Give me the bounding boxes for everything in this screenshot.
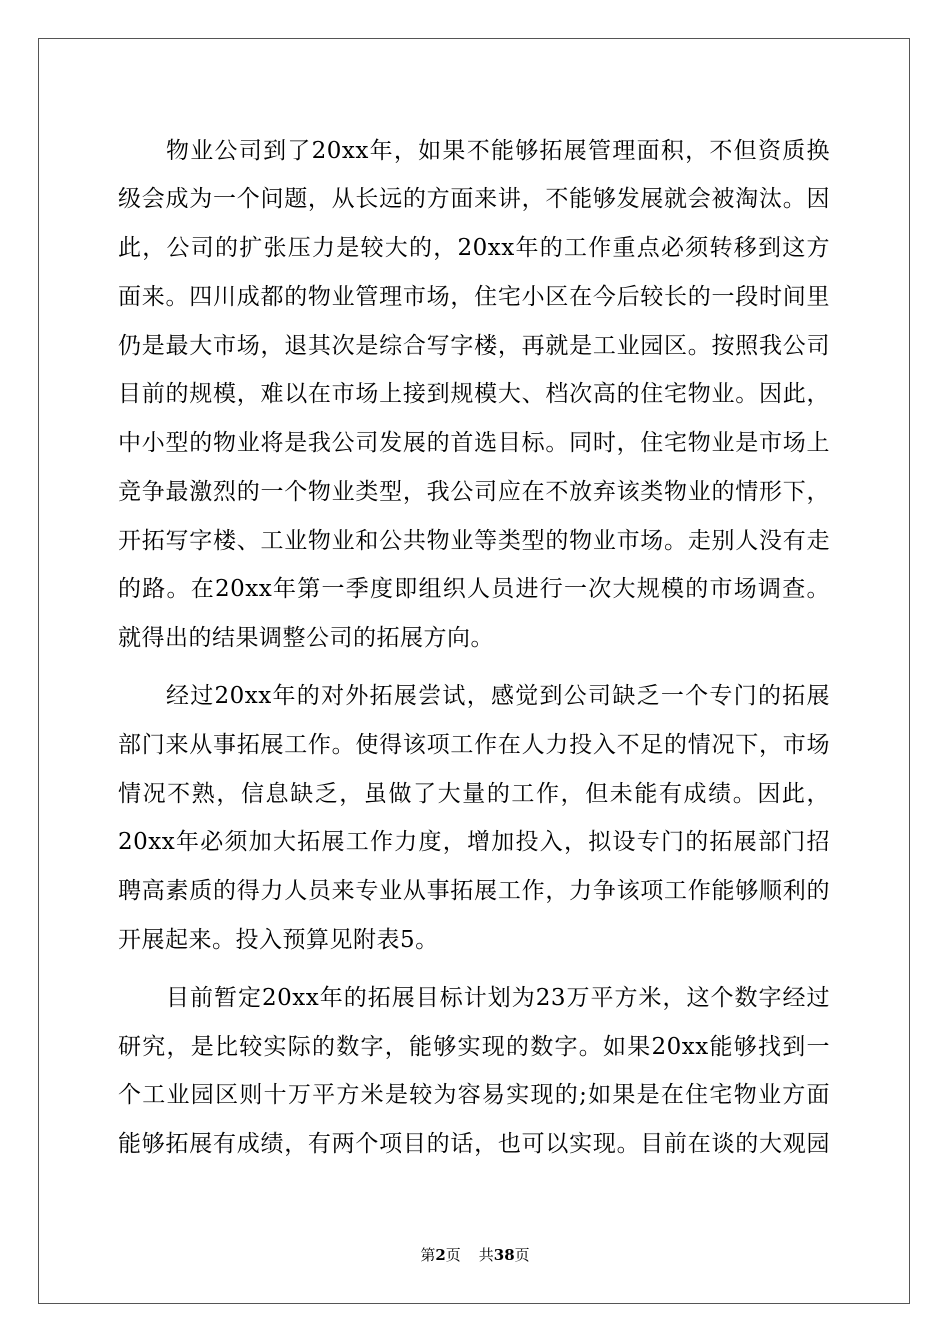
text-line: 就得出的结果调整公司的拓展方向。 <box>118 625 494 651</box>
text-line: 能够拓展有成绩，有两个项目的话，也可以实现。目前在谈的大观园 <box>118 1131 830 1157</box>
text-line: 开拓写字楼、工业物业和公共物业等类型的物业市场。走别人没有走 <box>118 528 830 554</box>
text-line: 个工业园区则十万平方米是较为容易实现的;如果是在住宅物业方面 <box>118 1082 830 1108</box>
text-line: 聘高素质的得力人员来专业从事拓展工作，力争该项工作能够顺利的 <box>118 878 830 904</box>
total-suffix: 页 <box>514 1246 530 1264</box>
text-line: 20xx年必须加大拓展工作力度，增加投入，拟设专门的拓展部门招 <box>118 829 830 855</box>
text-line: 目前的规模，难以在市场上接到规模大、档次高的住宅物业。因此， <box>118 381 830 407</box>
text-line: 面来。四川成都的物业管理市场，住宅小区在今后较长的一段时间里 <box>118 284 830 310</box>
text-line: 的路。在20xx年第一季度即组织人员进行一次大规模的市场调查。 <box>118 576 830 602</box>
text-line: 目前暂定20xx年的拓展目标计划为23万平方米，这个数字经过 <box>166 985 830 1011</box>
total-prefix: 共 <box>478 1246 494 1264</box>
text-line: 开展起来。投入预算见附表5。 <box>118 927 439 953</box>
page-suffix: 页 <box>445 1246 461 1264</box>
page-number: 2 <box>435 1246 446 1264</box>
text-line: 研究，是比较实际的数字，能够实现的数字。如果20xx能够找到一 <box>118 1034 830 1060</box>
text-line: 情况不熟，信息缺乏，虽做了大量的工作，但未能有成绩。因此， <box>118 781 830 807</box>
text-line: 物业公司到了20xx年，如果不能够拓展管理面积，不但资质换 <box>166 138 830 164</box>
total-pages: 38 <box>493 1246 515 1264</box>
text-line: 竞争最激烈的一个物业类型，我公司应在不放弃该类物业的情形下， <box>118 479 830 505</box>
page-prefix: 第 <box>420 1246 436 1264</box>
text-line: 经过20xx年的对外拓展尝试，感觉到公司缺乏一个专门的拓展 <box>166 683 830 709</box>
page-footer <box>0 1245 950 1265</box>
text-line: 此，公司的扩张压力是较大的，20xx年的工作重点必须转移到这方 <box>118 235 830 261</box>
text-line: 中小型的物业将是我公司发展的首选目标。同时，住宅物业是市场上 <box>118 430 830 456</box>
text-line: 仍是最大市场，退其次是综合写字楼，再就是工业园区。按照我公司 <box>118 333 830 359</box>
text-line: 部门来从事拓展工作。使得该项工作在人力投入不足的情况下，市场 <box>118 732 830 758</box>
text-line: 级会成为一个问题，从长远的方面来讲，不能够发展就会被淘汰。因 <box>118 186 830 212</box>
